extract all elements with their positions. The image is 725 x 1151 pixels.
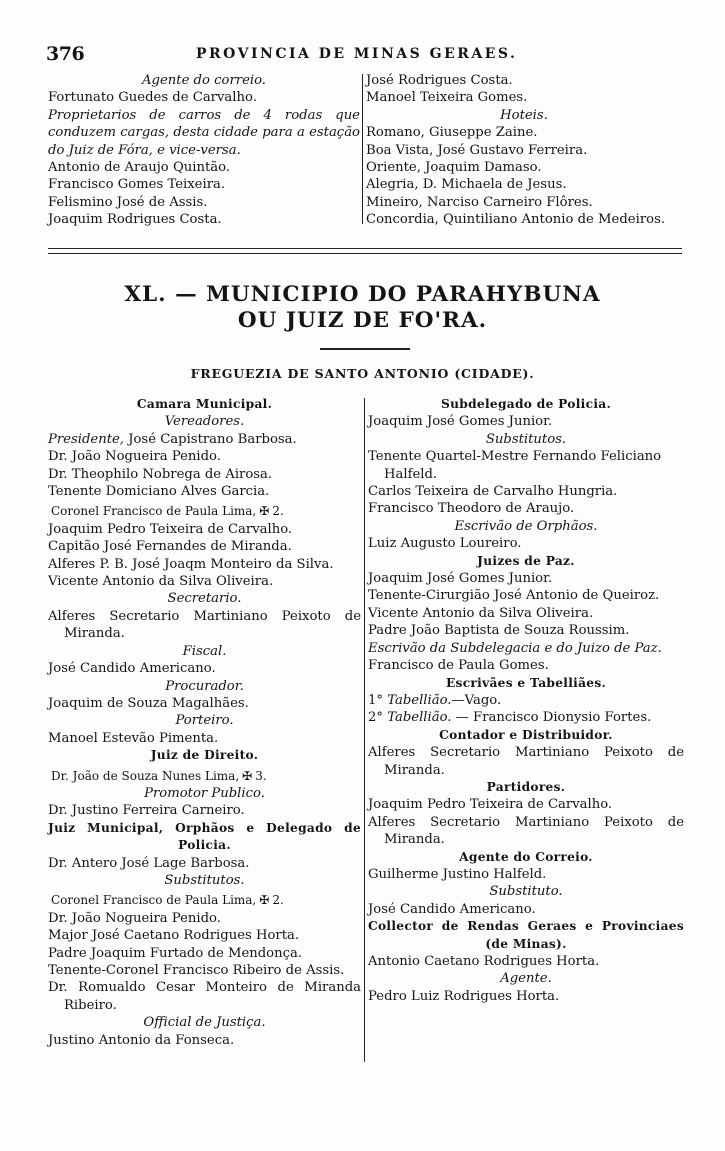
main-left-column	[48, 396, 361, 1049]
entry-text: Coronel Francisco de Paula Lima,	[51, 504, 257, 519]
column-divider	[362, 74, 363, 224]
section-heading: Vereadores.	[164, 414, 245, 430]
entry-line: Dr. Justino Ferreira Carneiro.	[48, 803, 245, 819]
section-heading: Secretario.	[167, 591, 242, 607]
entry-line: Alegria, D. Michaela de Jesus.	[366, 177, 567, 193]
section-title-line1: XL. — MUNICIPIO DO PARAHYBUNA	[124, 282, 601, 307]
entry-line: Dr. Antero José Lage Barbosa.	[48, 855, 250, 871]
freguezia-heading: FREGUEZIA DE SANTO ANTONIO (CIDADE).	[190, 366, 535, 381]
tabelliao-holder: —Vago.	[451, 692, 502, 708]
entry-line: Francisco Gomes Teixeira.	[48, 177, 226, 193]
entry-line: Dr. João Nogueira Penido.	[48, 910, 221, 926]
entry-line: Joaquim de Souza Magalhães.	[48, 695, 249, 711]
entry-line: Boa Vista, José Gustavo Ferreira.	[366, 142, 588, 158]
section-heading: Agente do Correio.	[459, 849, 593, 864]
entry-line: Antonio Caetano Rodrigues Horta.	[368, 954, 600, 969]
entry-line: Capitão José Fernandes de Miranda.	[48, 539, 292, 555]
entry-line: Manoel Estevão Pimenta.	[48, 730, 219, 746]
entry-line: Tenente Quartel-Mestre Fernando Feliciano Halfeld.	[368, 449, 662, 482]
section-heading: Subdelegado de Policia.	[441, 397, 611, 411]
presidente-label: Presidente,	[48, 431, 125, 447]
entry-line: Major José Caetano Rodrigues Horta.	[48, 928, 300, 944]
entry-line: Fortunato Guedes de Carvalho.	[48, 90, 257, 106]
order-grade: 3.	[255, 768, 267, 783]
entry-line: Escrivão da Subdelegacia e do Juizo de Paz.	[368, 640, 662, 656]
entry-line: Oriente, Joaquim Damaso.	[366, 160, 542, 176]
order-cross-icon: ✠	[259, 504, 270, 519]
entry-line: Proprietarios de carros de 4 rodas que conduzem cargas, desta cidade para a estação do Juiz de Fóra, e vice-versa.	[48, 107, 360, 158]
entry-line: Vicente Antonio da Silva Oliveira.	[368, 605, 594, 621]
running-title: PROVINCIA DE MINAS GERAES.	[196, 46, 518, 62]
order-cross-icon: ✠	[242, 768, 253, 783]
entry-line: Joaquim José Gomes Junior.	[368, 571, 553, 587]
top-left-column	[48, 72, 360, 229]
entry-line	[368, 692, 684, 709]
entry-line: Vicente Antonio da Silva Oliveira.	[48, 574, 274, 590]
entry-line: Mineiro, Narciso Carneiro Flôres.	[366, 194, 593, 210]
section-title	[0, 282, 725, 334]
tabelliao-holder: — Francisco Dionysio Fortes.	[451, 710, 652, 726]
entry-line: Alferes Secretario Martiniano Peixoto de Miranda.	[368, 745, 684, 778]
presidente-name: José Capistrano Barbosa.	[124, 431, 297, 447]
section-heading: Substituto.	[489, 884, 563, 900]
entry-line: Dr. Theophilo Nobrega de Airosa.	[48, 466, 273, 482]
title-rule	[320, 348, 410, 350]
tabelliao-label: Tabellião.	[387, 692, 452, 708]
order-grade: 2.	[272, 504, 284, 519]
entry-line: José Candido Americano.	[368, 901, 536, 917]
entry-text: Dr. João de Souza Nunes Lima,	[51, 768, 240, 783]
section-heading: Agente do correio.	[142, 73, 266, 88]
entry-line	[48, 431, 361, 448]
entry-line	[368, 709, 684, 726]
section-heading: Procurador.	[165, 678, 244, 694]
section-title-line2: OU JUIZ DE FO'RA.	[237, 308, 488, 333]
entry-line: Padre Joaquim Furtado de Mendonça.	[48, 945, 303, 961]
entry-line: Justino Antonio da Fonseca.	[48, 1032, 235, 1048]
entry-line: Tenente-Coronel Francisco Ribeiro de Assis.	[48, 963, 345, 978]
entry-line: Dr. Romualdo Cesar Monteiro de Miranda Ribeiro.	[48, 980, 361, 1013]
entry-line: Guilherme Justino Halfeld.	[368, 866, 547, 882]
order-cross-icon: ✠	[259, 893, 270, 908]
section-rule-top	[48, 248, 682, 249]
entry-line: Joaquim Pedro Teixeira de Carvalho.	[368, 797, 613, 813]
entry-line: Manoel Teixeira Gomes.	[366, 90, 528, 106]
top-right-column	[366, 72, 682, 229]
entry-line	[51, 892, 284, 909]
tabelliao-number: 2°	[368, 710, 388, 726]
section-heading: Porteiro.	[175, 713, 234, 729]
entry-line	[51, 503, 284, 520]
entry-line: Carlos Teixeira de Carvalho Hungria.	[368, 484, 618, 500]
entry-line: Padre João Baptista de Souza Roussim.	[368, 623, 630, 639]
entry-line: Alferes Secretario Martiniano Peixoto de Miranda.	[48, 608, 361, 642]
entry-line: Felismino José de Assis.	[48, 194, 208, 210]
entry-line: Romano, Giuseppe Zaine.	[366, 125, 538, 141]
entry-line: Joaquim Rodrigues Costa.	[48, 212, 222, 228]
entry-line: Joaquim Pedro Teixeira de Carvalho.	[48, 521, 293, 537]
section-heading: Agente.	[500, 971, 552, 987]
section-heading: Substitutos.	[485, 431, 567, 447]
order-grade: 2.	[272, 893, 284, 908]
section-heading: Partidores.	[486, 779, 566, 794]
entry-line: Dr. João Nogueira Penido.	[48, 449, 221, 465]
section-heading: Promotor Publico.	[144, 785, 265, 801]
tabelliao-label: Tabellião.	[387, 710, 452, 726]
section-heading: Official de Justiça.	[143, 1015, 266, 1031]
main-two-column-block	[48, 396, 684, 1066]
running-head	[46, 43, 680, 65]
column-divider	[364, 398, 365, 1062]
section-heading: Juiz Municipal, Orphãos e Delegado de Policia.	[48, 820, 361, 853]
section-rule-bottom	[48, 253, 682, 254]
entry-line: Pedro Luiz Rodrigues Horta.	[368, 988, 560, 1004]
entry-line: Joaquim José Gomes Junior.	[368, 414, 553, 430]
entry-line	[51, 768, 267, 785]
section-heading: Collector de Rendas Geraes e Provinciaes (de Minas).	[368, 919, 684, 951]
main-right-column	[368, 396, 684, 1005]
entry-line: Alferes P. B. José Joaqm Monteiro da Silva.	[48, 556, 334, 572]
entry-line: Luiz Augusto Loureiro.	[368, 536, 522, 552]
entry-line: Concordia, Quintiliano Antonio de Medeiros.	[366, 212, 666, 228]
entry-line: Francisco Theodoro de Araujo.	[368, 501, 575, 517]
entry-line: José Candido Americano.	[48, 661, 216, 677]
section-heading: Escrivão de Orphãos.	[454, 518, 598, 534]
section-heading: Fiscal.	[182, 643, 227, 659]
entry-line: José Rodrigues Costa.	[366, 73, 513, 88]
entry-line: Tenente-Cirurgião José Antonio de Queiroz.	[368, 588, 660, 604]
entry-line: Alferes Secretario Martiniano Peixoto de Miranda.	[368, 814, 684, 848]
section-heading: Substitutos.	[164, 872, 245, 888]
entry-line: Antonio de Araujo Quintão.	[48, 160, 231, 176]
entry-line: Tenente Domiciano Alves Garcia.	[48, 484, 270, 500]
top-continuation-block	[48, 72, 680, 228]
entry-line: Francisco de Paula Gomes.	[368, 658, 549, 674]
section-heading: Juiz de Direito.	[150, 748, 259, 763]
section-heading: Contador e Distribuidor.	[439, 727, 613, 742]
page-number: 376	[46, 43, 85, 65]
entry-text: Coronel Francisco de Paula Lima,	[51, 893, 257, 908]
section-heading: Camara Municipal.	[136, 397, 273, 411]
section-heading: Hoteis.	[500, 107, 548, 123]
section-heading: Escrivães e Tabelliães.	[445, 675, 607, 690]
section-heading: Juizes de Paz.	[477, 553, 575, 568]
tabelliao-number: 1°	[368, 692, 388, 708]
